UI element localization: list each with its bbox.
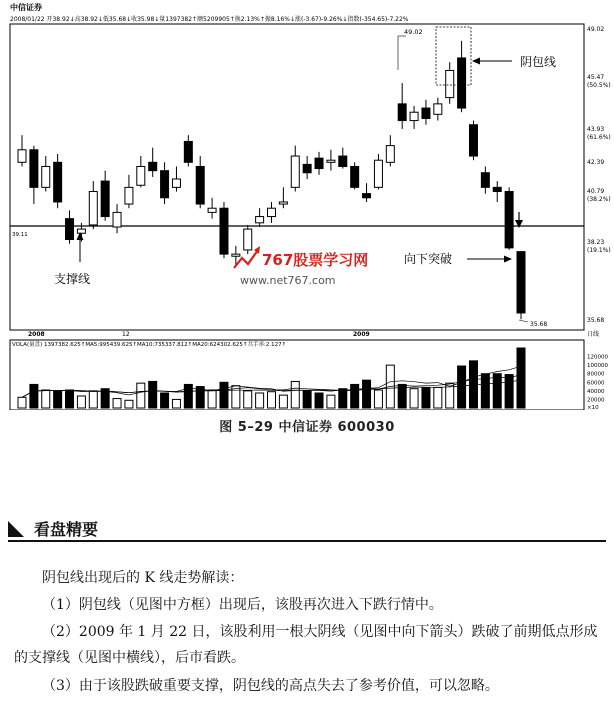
section-triangle-icon [8, 521, 24, 537]
volume-bar [125, 400, 133, 408]
candle-body [125, 187, 133, 204]
candle-body [101, 181, 109, 216]
volume-bar [291, 381, 299, 408]
volume-bar [89, 391, 97, 408]
volume-bar [374, 390, 382, 408]
candle-body [208, 208, 216, 212]
volume-axis-label: 100000 [587, 363, 608, 370]
candle-body [291, 156, 299, 187]
section-header [8, 517, 98, 540]
candle-body [422, 108, 430, 118]
candle-body [374, 160, 382, 187]
candle-body [505, 192, 513, 248]
candle-body [149, 162, 157, 170]
chart-brand: 中信证券 [10, 3, 42, 12]
volume-bar [434, 387, 442, 408]
volume-bar [244, 391, 252, 408]
candle-body [196, 166, 204, 204]
candle-body [172, 179, 180, 187]
volume-bar [351, 384, 359, 408]
candle-body [279, 202, 287, 204]
volume-axis-label: 60000 [587, 380, 605, 387]
candle-body [469, 125, 477, 156]
candle-body [410, 112, 418, 120]
candle-body [517, 252, 525, 313]
volume-bar [30, 384, 38, 408]
paragraph-point-1: （1）阴包线（见图中方框）出现后，该股再次进入下跌行情中。 [42, 597, 443, 613]
price-axis-label: 40.79 [587, 188, 605, 195]
volume-bar [279, 395, 287, 408]
candle-body [363, 194, 371, 198]
price-axis-label: 日线 [587, 331, 600, 338]
candle-body [220, 208, 228, 254]
watermark-url: www.net767.com [240, 274, 336, 287]
volume-bar [54, 391, 62, 408]
price-axis-label: 35.68 [587, 317, 605, 324]
volume-bar [268, 392, 276, 408]
volume-axis-unit: ×10 [587, 405, 599, 410]
left-price-label: 39.11 [12, 232, 28, 238]
price-axis [587, 26, 611, 338]
volume-bar [18, 397, 26, 408]
volume-year-2008: 2008 [28, 331, 45, 338]
volume-axis-label: 20000 [587, 397, 605, 404]
watermark-logo [234, 246, 368, 287]
candle-body [446, 70, 454, 97]
high-price-label: 49.02 [404, 28, 423, 36]
price-axis-label: 43.93 [587, 126, 605, 133]
volume-bar [137, 383, 145, 408]
volume-year-2009: 2009 [353, 331, 370, 338]
candle-body [351, 166, 359, 187]
volume-bar [505, 375, 513, 408]
paragraph-point-2: （2）2009 年 1 月 22 日，该股利用一根大阴线（见图中向下箭头）跌破了前期低点形成的支撑线（见图中横线），后市看跌。 [14, 624, 598, 666]
volume-bar [363, 380, 371, 408]
candle-body [89, 192, 97, 225]
price-axis-label: 42.39 [587, 159, 605, 166]
volume-axis [587, 355, 608, 410]
candle-body [30, 150, 38, 188]
candle-body [137, 166, 145, 185]
candle-body [303, 164, 311, 172]
candle-body [113, 212, 121, 227]
section-title: 看盘精要 [34, 520, 99, 539]
price-axis-label: (50.5%) [587, 82, 611, 89]
figure-caption: 图 5–29 中信证券 600030 [219, 420, 395, 435]
candle-body [77, 229, 85, 233]
candle-body [386, 146, 394, 163]
candle-body [161, 171, 169, 198]
volume-bar [149, 381, 157, 408]
support-line-label: 支撑线 [54, 272, 91, 286]
volume-bar [517, 348, 525, 408]
volume-bar [256, 393, 264, 408]
candle-body [398, 104, 406, 121]
candle-body [493, 187, 501, 191]
volume-bar [172, 399, 180, 408]
candle-body [184, 141, 192, 162]
volume-month-12: 12 [122, 331, 130, 338]
volume-series [18, 348, 525, 408]
volume-axis-label: 120000 [587, 354, 608, 361]
candle-body [458, 58, 466, 108]
price-axis-label: (19.1%) [587, 247, 611, 254]
volume-bar [161, 393, 169, 408]
volume-bar [113, 399, 121, 408]
candle-body [256, 217, 264, 223]
candle-body [244, 229, 252, 250]
candle-body [18, 150, 26, 163]
candle-body [42, 166, 50, 187]
candle-body [268, 208, 276, 216]
paragraph-point-3: （3）由于该股跌破重要支撑，阴包线的高点失去了参考价值，可以忽略。 [42, 678, 499, 694]
candle-body [339, 156, 347, 166]
volume-bar [303, 391, 311, 408]
volume-bar [458, 366, 466, 408]
paragraph-intro: 阴包线出现后的 K 线走势解读： [42, 570, 244, 586]
volume-axis-label: 80000 [587, 371, 605, 378]
price-axis-label: 38.23 [587, 239, 605, 246]
volume-bar [208, 390, 216, 408]
candle-body [66, 219, 74, 240]
volume-bar [66, 390, 74, 408]
ohlc-line: 2008/01/22 开38.92↓高38.92↓低35.68↓收35.98↓量1397382↑额5209905↑换2.13%↑振8.16%↓涨(-3.67)-9.26%↓指数(-354.65)-7.22% [10, 16, 409, 23]
price-axis-label: 45.47 [587, 74, 605, 81]
volume-header: VOLA(量盘) 1397382.625↑MA5:995439.625↑MA10:735337.812↑MA20:624302.625↑共手率:2.127↑ [12, 342, 287, 348]
volume-bar [315, 393, 323, 408]
volume-bar [77, 396, 85, 408]
volume-bar [327, 395, 335, 408]
candle-body [54, 162, 62, 202]
candle-body [434, 104, 442, 114]
price-axis-label: (61.6%) [587, 134, 611, 141]
candle-body [315, 158, 323, 168]
breakdown-label: 向下突破 [404, 252, 453, 266]
candle-body [327, 160, 335, 162]
volume-bar [422, 387, 430, 408]
price-axis-label: 49.02 [587, 26, 605, 33]
volume-bar [196, 387, 204, 408]
candle-body [481, 173, 489, 188]
volume-bar [42, 390, 50, 408]
volume-axis-label: 40000 [587, 388, 605, 395]
candle-body [232, 254, 240, 256]
volume-bar [410, 389, 418, 408]
volume-bar [339, 389, 347, 408]
volume-bar [220, 382, 228, 408]
bearish-engulfing-label: 阴包线 [520, 55, 557, 69]
volume-bar [493, 374, 501, 408]
watermark-logo-text: 767股票学习网 [262, 251, 369, 269]
price-axis-label: (38.2%) [587, 196, 611, 203]
low-price-label: 35.68 [530, 321, 548, 328]
section-rule [8, 540, 606, 542]
